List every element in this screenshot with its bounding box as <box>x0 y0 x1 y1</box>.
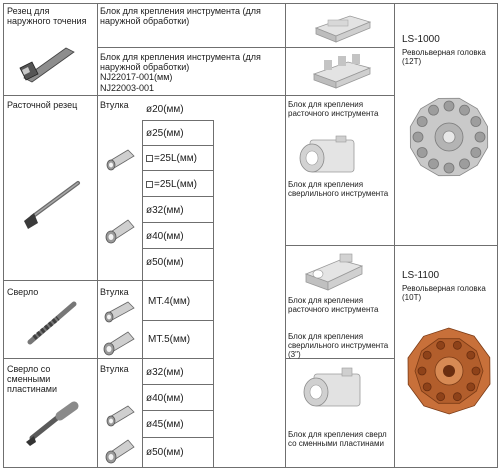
part-code-1: NJ22017-001(мм) <box>100 72 173 82</box>
insert-drill-size-50: ø50(мм) <box>146 447 184 458</box>
sleeve-large-icon <box>104 216 138 244</box>
model-ls1000-desc: Револьверная головка (12T) <box>402 48 486 66</box>
grid-line <box>97 3 98 468</box>
grid-line <box>142 320 214 321</box>
grid-line <box>3 95 395 96</box>
outer-block-1-icon <box>310 8 376 44</box>
drill-sleeve-label: Втулка <box>100 287 129 297</box>
insert-sleeve-large-icon <box>104 436 138 464</box>
insert-drill-size-45: ø45(мм) <box>146 419 184 430</box>
insert-sleeve-small-icon <box>104 402 138 428</box>
grid-line <box>394 3 395 468</box>
boring-size-20: ø20(мм) <box>146 104 184 115</box>
square-icon <box>146 155 153 162</box>
insert-drill-size-32: ø32(мм) <box>146 367 184 378</box>
grid-line <box>142 222 214 223</box>
combo-block-a-label: Блок для крепления расточного инструмента <box>288 296 379 314</box>
model-ls1000-name: LS-1000 <box>402 34 440 45</box>
grid-line <box>142 145 214 146</box>
grid-line <box>142 248 214 249</box>
boring-sleeve-label: Втулка <box>100 100 129 110</box>
boring-size-50: ø50(мм) <box>146 257 184 268</box>
boring-bar-label: Расточной резец <box>7 100 78 110</box>
boring-bar-icon <box>18 175 82 235</box>
grid-line <box>142 170 214 171</box>
grid-line <box>142 196 214 197</box>
boring-block-icon <box>296 134 360 178</box>
grid-line <box>142 437 214 438</box>
outer-block-2-icon <box>310 52 376 90</box>
model-ls1100-desc: Револьверная головка (10T) <box>402 284 486 302</box>
insert-drill-label: Сверло со сменными пластинами <box>7 364 57 394</box>
grid-line <box>3 467 498 468</box>
grid-line <box>142 410 214 411</box>
turret-10t-icon <box>404 326 494 416</box>
grid-line <box>497 3 498 468</box>
grid-line <box>285 245 498 246</box>
combo-block-icon <box>300 252 366 292</box>
insert-block-icon <box>300 364 366 414</box>
drill-size-mt4: MT.4(мм) <box>148 296 191 307</box>
insert-drill-size-40: ø40(мм) <box>146 393 184 404</box>
grid-line <box>142 384 214 385</box>
boring-size-32: ø32(мм) <box>146 205 184 216</box>
drill-bit-icon <box>24 298 82 348</box>
insert-block-label: Блок для крепления сверл со сменными пластинами <box>288 430 387 448</box>
grid-line <box>285 3 286 468</box>
outer-turning-label: Резец для наружного точения <box>7 6 87 26</box>
boring-size-25: ø25(мм) <box>146 128 184 139</box>
outer-block-1-label: Блок для крепления инструмента (для наружной обработки) <box>100 6 261 26</box>
square-icon <box>146 181 153 188</box>
sleeve-small-icon <box>104 146 138 172</box>
drill-size-mt5: MT.5(мм) <box>148 334 191 345</box>
combo-block-b-label: Блок для крепления сверлильного инструмента (3") <box>288 332 389 359</box>
insert-drill-icon <box>22 398 82 448</box>
part-code-2: NJ22003-001 <box>100 83 155 93</box>
grid-line <box>3 358 214 359</box>
outer-block-2-label: Блок для крепления инструмента (для наружной обработки) <box>100 52 261 72</box>
boring-size-25l-a: =25L(мм) <box>146 153 197 164</box>
grid-line <box>3 3 4 468</box>
grid-line <box>3 280 214 281</box>
insert-drill-sleeve-label: Втулка <box>100 364 129 374</box>
grid-line <box>3 3 498 4</box>
drill-label: Сверло <box>7 287 39 297</box>
model-ls1100-name: LS-1100 <box>402 270 440 281</box>
grid-line <box>97 47 395 48</box>
grid-line <box>213 120 214 468</box>
drill-sleeve-mt5-icon <box>102 328 138 356</box>
boring-size-40: ø40(мм) <box>146 231 184 242</box>
grid-line <box>142 120 214 121</box>
boring-block-label: Блок для крепления расточного инструмента <box>288 100 379 118</box>
turning-tool-icon <box>16 38 78 88</box>
drilling-block-label: Блок для крепления сверлильного инструмента <box>288 180 389 198</box>
grid-line <box>142 120 143 468</box>
boring-size-25l-b: =25L(мм) <box>146 179 197 190</box>
drill-sleeve-mt4-icon <box>102 298 138 324</box>
turret-12t-icon <box>406 94 492 180</box>
